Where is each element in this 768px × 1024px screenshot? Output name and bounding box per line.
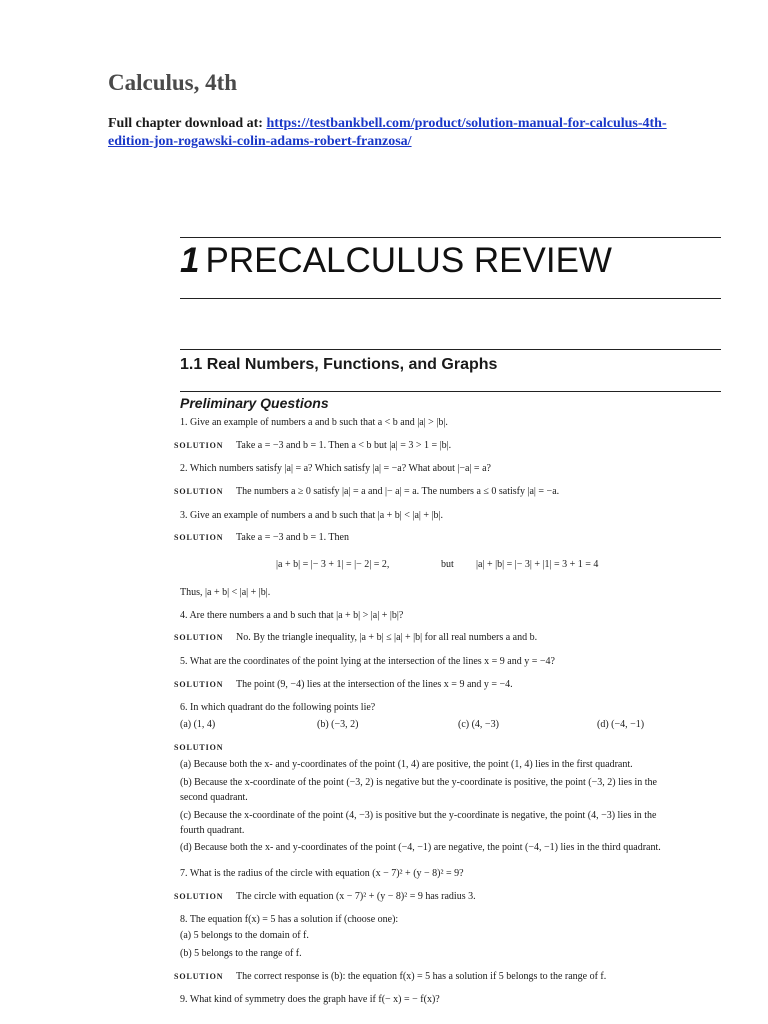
solution-6-a: (a) Because both the x- and y-coordinates of the point (1, 4) are positive, the point (1, 4) lies in the first quadrant. (180, 759, 633, 770)
chapter-number: 1 (180, 241, 200, 280)
question-6-option-b: (b) (−3, 2) (317, 719, 359, 730)
equation-3-right: |a| + |b| = |− 3| + |1| = 3 + 1 = 4 (476, 559, 599, 570)
solution-6-b-line2: second quadrant. (180, 792, 248, 803)
solution-6-b-line1: (b) Because the x-coordinate of the point (−3, 2) is negative but the y-coordinate is positive, the point (−3, 2) lies in the (180, 777, 657, 788)
chapter-title: PRECALCULUS REVIEW (205, 241, 612, 280)
book-title: Calculus, 4th (108, 70, 238, 95)
solution-3: SOLUTION Take a = −3 and b = 1. Then (174, 532, 349, 543)
question-6-option-c: (c) (4, −3) (458, 719, 499, 730)
download-label: Full chapter download at: (108, 116, 263, 131)
chapter-bottom-rule (180, 298, 721, 299)
section-title: 1.1 Real Numbers, Functions, and Graphs (180, 356, 498, 373)
equation-3-left: |a + b| = |− 3 + 1| = |− 2| = 2, (276, 559, 390, 570)
section-bottom-rule (180, 391, 721, 392)
download-link[interactable]: https://testbankbell.com/product/solution-manual-for-calculus-4th- edition-jon-rogawski-colin-adams-robert-franzosa/ (108, 116, 667, 149)
solution-4: SOLUTION No. By the triangle inequality, |a + b| ≤ |a| + |b| for all real numbers a and b. (174, 632, 538, 643)
solution-5: SOLUTION The point (9, −4) lies at the intersection of the lines x = 9 and y = −4. (174, 679, 513, 690)
preliminary-questions-heading: Preliminary Questions (180, 395, 329, 411)
solution-6-label: SOLUTION (174, 743, 224, 752)
question-2: 2. Which numbers satisfy |a| = a? Which satisfy |a| = −a? What about |−a| = a? (180, 463, 491, 474)
question-6: 6. In which quadrant do the following points lie? (180, 702, 376, 713)
question-8-option-b: (b) 5 belongs to the range of f. (180, 948, 302, 959)
solution-8: SOLUTION The correct response is (b): the equation f(x) = 5 has a solution if 5 belongs to the range of f. (174, 971, 607, 982)
question-8: 8. The equation f(x) = 5 has a solution if (choose one): (180, 914, 399, 925)
question-1: 1. Give an example of numbers a and b such that a < b and |a| > |b|. (180, 417, 448, 428)
chapter-top-rule (180, 237, 721, 238)
solution-1: SOLUTION Take a = −3 and b = 1. Then a < b but |a| = 3 > 1 = |b|. (174, 440, 452, 451)
chapter-heading (180, 241, 612, 281)
question-6-option-d: (d) (−4, −1) (597, 719, 645, 730)
question-4: 4. Are there numbers a and b such that |a + b| > |a| + |b|? (180, 610, 404, 621)
question-9: 9. What kind of symmetry does the graph have if f(− x) = − f(x)? (180, 994, 440, 1005)
question-5: 5. What are the coordinates of the point lying at the intersection of the lines x = 9 and y = −4? (180, 656, 555, 667)
question-3: 3. Give an example of numbers a and b such that |a + b| < |a| + |b|. (180, 510, 444, 521)
solution-3-conclusion: Thus, |a + b| < |a| + |b|. (180, 587, 271, 598)
solution-6-c-line1: (c) Because the x-coordinate of the point (4, −3) is positive but the y-coordinate is negative, the point (4, −3) lies in the (180, 810, 657, 821)
question-8-option-a: (a) 5 belongs to the domain of f. (180, 930, 309, 941)
solution-6-d: (d) Because both the x- and y-coordinates of the point (−4, −1) are negative, the point (−4, −1) lies in the third quadrant. (180, 842, 661, 853)
solution-6-c-line2: fourth quadrant. (180, 825, 245, 836)
solution-7: SOLUTION The circle with equation (x − 7)² + (y − 8)² = 9 has radius 3. (174, 891, 476, 902)
question-6-option-a: (a) (1, 4) (180, 719, 216, 730)
question-7: 7. What is the radius of the circle with equation (x − 7)² + (y − 8)² = 9? (180, 868, 464, 879)
solution-2: SOLUTION The numbers a ≥ 0 satisfy |a| = a and |− a| = a. The numbers a ≤ 0 satisfy |a| = −a. (174, 486, 560, 497)
download-notice (108, 115, 748, 151)
equation-3-but: but (441, 559, 454, 570)
section-top-rule (180, 349, 721, 350)
